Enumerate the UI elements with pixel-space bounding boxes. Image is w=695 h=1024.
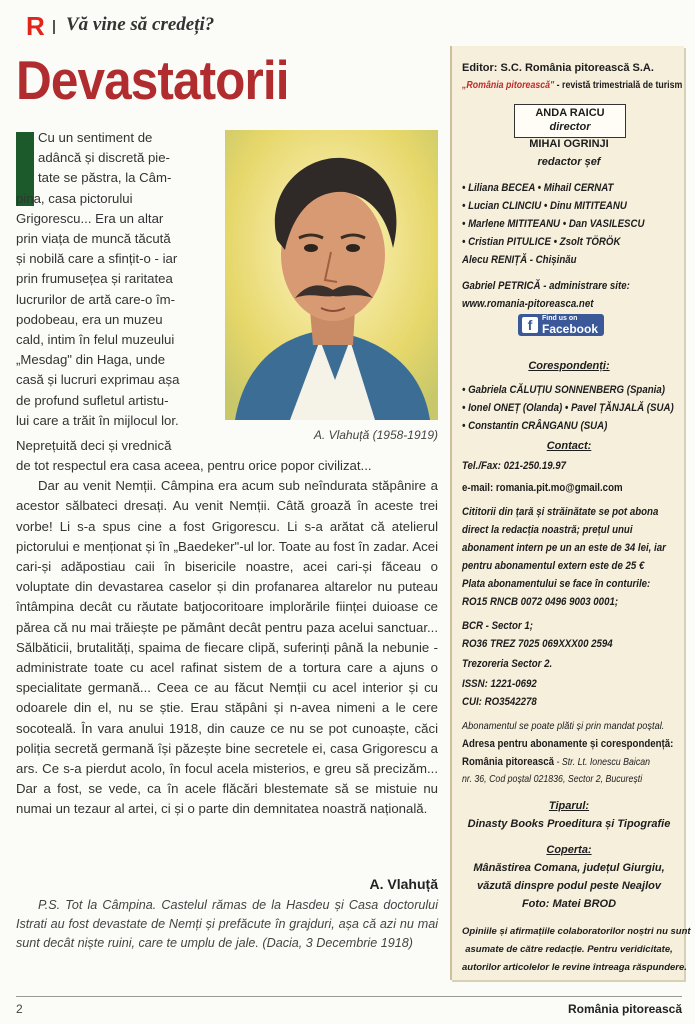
cover-title: Coperta: <box>546 844 592 856</box>
cover-line: văzută dinspre podul peste Neajlov <box>477 880 661 892</box>
intro-line: Grigorescu... Era un altar <box>16 210 164 226</box>
section-kicker: Vă vine să credeți? <box>66 14 215 35</box>
printer-line: Dinasty Books Proeditura și Tipografie <box>467 818 671 830</box>
address-line: nr. 36, Cod poștal 021836, Sector 2, București <box>462 774 643 785</box>
subscription-line: Trezoreria Sector 2. <box>462 658 553 670</box>
facebook-icon: f <box>522 317 538 333</box>
portrait-illustration <box>225 130 438 420</box>
magazine-line: „România pitorească" - revistă trimestrială de turism <box>462 80 683 91</box>
correspondent-line: • Ionel ONEȚ (Olanda) • Pavel ȚĂNJALĂ (SUA) <box>462 402 674 414</box>
logo-divider <box>53 20 55 34</box>
postscript: P.S. Tot la Câmpina. Castelul rămas de la Hasdeu și Casa doctorului Istrati au fost devastate de Nemți și prefăcute în grajduri, așa că azi nu mai sunt decât niște ruini, care te umplu de jale. (Dacia, 3 Decembrie 1918) <box>16 898 438 950</box>
print-title: Tiparul: <box>548 800 590 812</box>
intro-line: cald, intim în felul muzeului <box>16 332 175 348</box>
subscription-line: pentru abonamentul extern este de 25 € <box>462 560 645 572</box>
author-signature: A. Vlahuță <box>369 876 438 892</box>
page-number: 2 <box>16 1002 23 1016</box>
staff-line: • Liliana BECEA • Mihail CERNAT <box>462 182 614 194</box>
footer-rule <box>16 996 682 997</box>
intro-line: și nobilă care a sfințit-o - iar <box>16 251 178 267</box>
author-portrait <box>225 130 438 420</box>
postal-note: Abonamentul se poate plăti și prin mandat poștal. <box>462 720 665 732</box>
staff-line: Alecu RENIȚĂ - Chișinău <box>462 254 577 266</box>
intro-line: pina, casa pictorului <box>16 190 133 206</box>
web-admin-line: Gabriel PETRICĂ - administrare site: <box>462 280 630 292</box>
subscription-line: CUI: RO3542278 <box>462 696 537 708</box>
correspondent-line: • Constantin CRÂNGANU (SUA) <box>462 420 608 432</box>
magazine-logo: R <box>26 11 45 41</box>
intro-line: prin viața de muncă tăcută <box>16 231 171 247</box>
intro-line: prin frumusețea și raritatea <box>16 271 173 287</box>
disclaimer-line: Opiniile și afirmațiile colaboratorilor noștri nu sunt <box>462 926 691 937</box>
editor-line: Editor: S.C. România pitorească S.A. <box>462 62 654 74</box>
photo-caption: A. Vlahuță (1958-1919) <box>313 428 438 442</box>
phone-line: Tel./Fax: 021-250.19.97 <box>462 460 567 472</box>
intro-line: lucrurilor de artă care-o îm- <box>16 291 176 307</box>
contact-title: Contact: <box>546 440 592 452</box>
staff-line: • Lucian CLINCIU • Dinu MITITEANU <box>462 200 627 212</box>
editor-chief-role: redactor șef <box>537 156 601 168</box>
cover-line: Foto: Matei BROD <box>521 898 617 910</box>
correspondent-line: • Gabriela CĂLUȚIU SONNENBERG (Spania) <box>462 384 665 396</box>
paragraph-2: Dar au venit Nemții. Câmpina era acum sub neîndurata stăpânire a acestor sălbateci dresați. Au venit Nemții. Câtă groază în aceste trei vorbe! Li s-a spus cine a fost Grigorescu. Li s-a arătat că atelierul pictorului e menționat și în „Baedeker"-ul lor. Toate au fost în zadar. Acei cari-și adăpostiau caii în bisericile noastre, acei cari-și făceau o voluptate din devastarea caselor și din profanarea altarelor nu puteau întâmpina decât cu răutate batjocoritoare implorările ființei duioase ce părea că nu mai trăiește pe pământ decât pentru paza acelui sanctuar... Sălbăticii, brutalități, spaima de fiecare clipă, suferinți până la nebunie - administrate toate cu acel rafinat sistem de a tortura care a ajuns o specialitate germană... Ceea ce au făcut Nemții cu acel interior și cu odoarele din el, nu se știe. Erau stăpâni și n-avea nimeni a le cere socoteală. În vara anului 1918, din cauze ce nu se pot cunoaște, căci poliția secretă germană își păzește bine secretele ei, casa Grigorescu a ars. Ce s-a pierdut acolo, în focul acela misterios, e greu să precizăm... Dar a fost, se vede, ca în acele flăcări blestemate să se mistuie nu numai un tezaur al artei, ci și o parte din demnitatea noastră națională. <box>16 478 438 817</box>
email-line[interactable]: e-mail: romania.pit.mo@gmail.com <box>462 482 623 494</box>
intro-line: tate se păstra, la Câm- <box>38 170 172 186</box>
intro-line: casă și lucruri exprimau așa <box>16 372 180 388</box>
subscription-line: ISSN: 1221-0692 <box>462 678 537 690</box>
intro-line: Cu un sentiment de <box>38 130 153 145</box>
address-title: Adresa pentru abonamente și corespondență: <box>462 738 674 750</box>
disclaimer-line: asumate de către redacție. Pentru veridicitate, <box>465 944 673 955</box>
article-headline: Devastatorii <box>16 49 289 111</box>
intro-line: de profund sufletul artistu- <box>16 392 169 408</box>
address-line: România pitorească - Str. Lt. Ionescu Baican <box>462 756 651 768</box>
director-box: ANDA RAICU director <box>514 104 626 138</box>
editor-chief-name: MIHAI OGRINJI <box>529 138 609 150</box>
correspondents-title: Corespondenți: <box>528 360 610 372</box>
subscription-line: RO15 RNCB 0072 0496 9003 0001; <box>462 596 619 608</box>
cover-line: Mânăstirea Comana, județul Giurgiu, <box>473 862 665 874</box>
intro-line: podobeau, era un muzeu <box>16 311 163 327</box>
masthead-sidebar <box>450 46 691 980</box>
subscription-line: direct la redacția noastră; prețul unui <box>462 524 633 536</box>
subscription-line: abonament intern pe un an este de 34 lei, iar <box>462 542 666 554</box>
article-body <box>16 456 438 820</box>
intro-line: „Mesdag" din Haga, unde <box>16 352 166 368</box>
intro-line: adâncă și discretă pie- <box>38 150 170 166</box>
footer-magazine-name: România pitorească <box>567 1002 682 1016</box>
disclaimer-line: autorilor articolelor le revine întreaga răspundere. <box>462 962 687 973</box>
staff-line: • Cristian PITULICE • Zsolt TÖRÖK <box>462 236 621 248</box>
subscription-line: RO36 TREZ 7025 069XXX00 2594 <box>462 638 613 650</box>
subscription-line: BCR - Sector 1; <box>462 620 534 632</box>
website-link[interactable]: www.romania-pitoreasca.net <box>462 298 594 310</box>
intro-line: lui care a trăit în mijlocul lor. <box>16 412 179 428</box>
staff-line: • Marlene MITITEANU • Dan VASILESCU <box>462 218 645 230</box>
intro-continuation: Neprețuită deci și vrednică <box>16 438 172 453</box>
paragraph-1-end: de tot respectul era casa aceea, pentru orice popor civilizat... <box>16 458 372 473</box>
subscription-line: Plata abonamentului se face în conturile: <box>462 578 651 590</box>
article-intro <box>16 128 242 431</box>
facebook-button[interactable]: f Find us on Facebook <box>518 314 604 336</box>
subscription-line: Cititorii din țară și străinătate se pot abona <box>462 506 659 518</box>
